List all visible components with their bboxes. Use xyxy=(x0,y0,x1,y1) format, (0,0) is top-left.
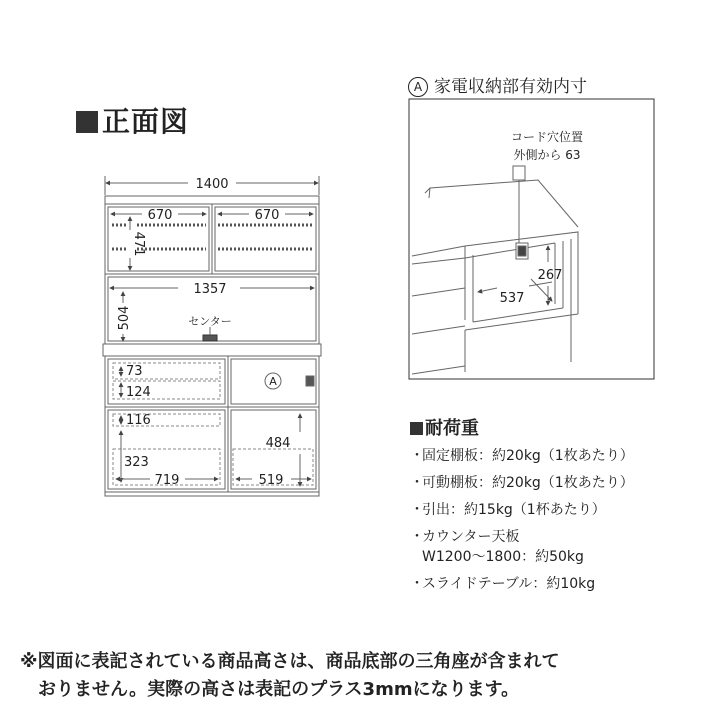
center-outlet xyxy=(203,335,217,341)
circled-letter-icon: A xyxy=(408,77,428,97)
dim-total-width: 1400 xyxy=(195,177,229,192)
dim-drawer3-height: 116 xyxy=(126,413,151,428)
top-board xyxy=(105,196,319,204)
dim-drawer1-height: 73 xyxy=(126,364,143,379)
load-item: ・カウンター天板 W1200〜1800：約50kg xyxy=(410,529,584,565)
detail-depth-dim: 537 xyxy=(499,291,525,306)
footnote-line1: ※図面に表記されている商品高さは、商品底部の三角座が含まれて xyxy=(20,651,560,672)
appliance-outlet xyxy=(306,376,314,386)
cord-hole-marker xyxy=(513,166,525,180)
dim-upper-right-width: 670 xyxy=(254,208,280,223)
dim-drawer-width: 719 xyxy=(154,473,180,488)
load-capacity-title-text: 耐荷重 xyxy=(425,418,479,439)
appliance-marker-letter: A xyxy=(269,375,277,388)
dim-upper-left-width: 670 xyxy=(147,208,173,223)
load-item: ・固定棚板：約20kg（1枚あたり） xyxy=(410,448,634,464)
load-capacity-title xyxy=(410,414,479,440)
cord-note-line2: 外側から 63 xyxy=(513,148,581,162)
dim-upper-height: 471 xyxy=(131,231,146,257)
dim-cabinet-height: 484 xyxy=(265,436,291,451)
dim-drawer4-height: 323 xyxy=(124,455,149,470)
load-capacity-list xyxy=(410,446,710,601)
footnote-line2: おりません。実際の高さは表記のプラス3mmになります。 xyxy=(38,679,520,700)
load-item: ・可動棚板：約20kg（1枚あたり） xyxy=(410,475,634,491)
square-bullet-icon xyxy=(410,422,423,435)
front-view-title-text: 正面図 xyxy=(102,105,190,138)
dim-cabinet-width: 519 xyxy=(258,473,284,488)
dim-counter-width: 1357 xyxy=(193,282,227,297)
cord-note-line1: コード穴位置 xyxy=(510,130,584,144)
load-item: ・スライドテーブル：約10kg xyxy=(410,576,596,592)
dim-drawer2-height: 124 xyxy=(126,385,151,400)
load-item: ・引出：約15kg（1杯あたり） xyxy=(410,502,606,518)
counter-top xyxy=(103,344,321,356)
appliance-view-title-text: 家電収納部有効内寸 xyxy=(434,77,587,97)
center-label: センター xyxy=(188,315,232,328)
detail-height-dim: 267 xyxy=(537,268,563,283)
footnote xyxy=(20,648,710,704)
dim-counter-height: 504 xyxy=(117,305,132,331)
